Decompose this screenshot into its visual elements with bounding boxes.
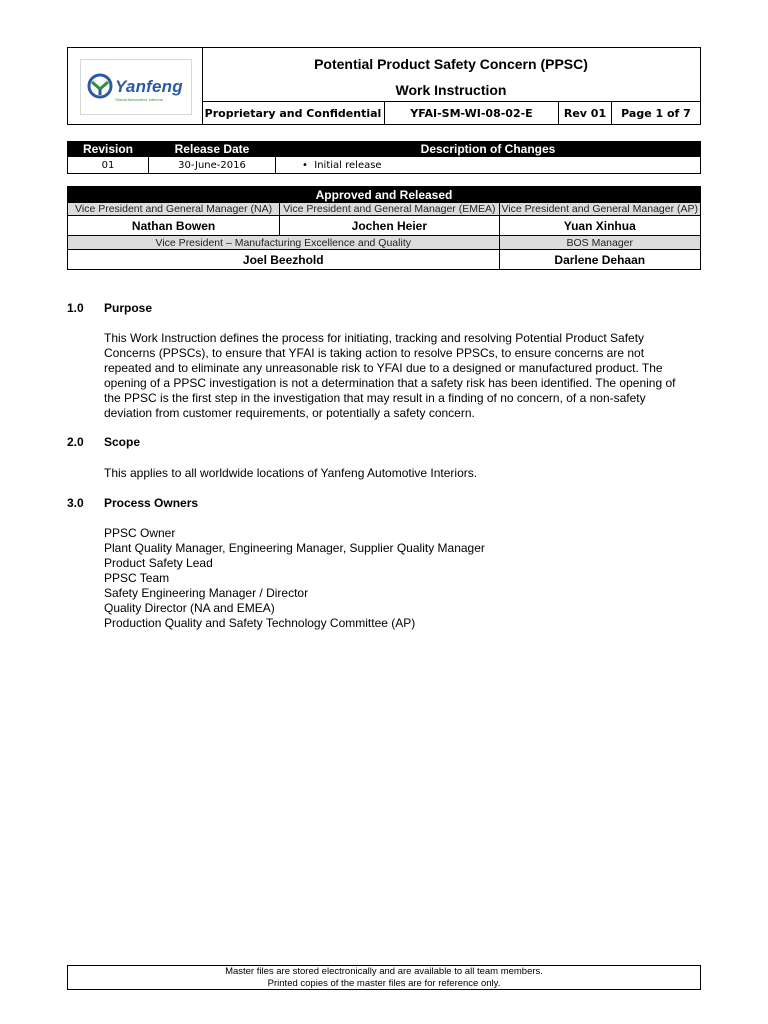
revision-table-header — [68, 142, 701, 157]
page-footer — [67, 965, 701, 990]
process-owners-list — [104, 526, 485, 631]
list-item: Production Quality and Safety Technology Committee (AP) — [104, 616, 416, 630]
section-number: 1.0 — [67, 301, 84, 315]
document-number: YFAI-SM-WI-08-02-E — [385, 102, 559, 125]
description-column-header: Description of Changes — [276, 142, 701, 157]
list-item: Safety Engineering Manager / Director — [104, 586, 309, 600]
document-header — [67, 47, 701, 125]
approver-role-ap: Vice President and General Manager (AP) — [499, 203, 700, 216]
section-title: Purpose — [104, 301, 153, 315]
revision-table — [67, 141, 701, 174]
list-item: PPSC Team — [104, 571, 170, 585]
confidentiality-label: Proprietary and Confidential — [202, 102, 385, 125]
document-subtitle: Work Instruction — [395, 82, 507, 98]
description-text: Initial release — [314, 159, 382, 171]
revision-cell: 01 — [68, 157, 149, 174]
approval-title: Approved and Released — [68, 187, 701, 203]
list-item: Product Safety Lead — [104, 556, 213, 570]
page-number: Page 1 of 7 — [621, 107, 691, 120]
approver-name-na: Nathan Bowen — [68, 216, 280, 236]
section-number: 3.0 — [67, 496, 84, 510]
revision-column-header: Revision — [68, 142, 149, 157]
footer-line-2: Printed copies of the master files are for reference only. — [267, 977, 501, 989]
section-title: Scope — [104, 435, 141, 449]
approver-name-ap: Yuan Xinhua — [499, 216, 700, 236]
revision-label: Rev 01 — [559, 102, 612, 125]
list-item: PPSC Owner — [104, 526, 176, 540]
table-row — [68, 157, 701, 174]
logo-wordmark: Yanfeng — [115, 77, 183, 96]
yanfeng-logo-icon — [87, 73, 113, 99]
purpose-paragraph: This Work Instruction defines the process for initiating, tracking and resolving Potential Product Safety Concerns (PPSCs), to ensure that YFAI is taking action to resolve PPSCs, to ensure concerns are not repeated and to eliminate any unreasonable risk to YFAI due to a designed or manufactured product. The opening of a PPSC investigation is not a determination that a safety risk has been identified. The opening of the PPSC is the first step in the investigation that may result in a finding of no concern, of a non-safety deviation from customer requirements, or potentially a safety concern. — [104, 331, 676, 420]
logo-cell — [68, 48, 203, 124]
approver-name-emea: Jochen Heier — [280, 216, 499, 236]
list-item: Plant Quality Manager, Engineering Manager, Supplier Quality Manager — [104, 541, 485, 555]
list-item: Quality Director (NA and EMEA) — [104, 601, 275, 615]
approver-name-quality: Joel Beezhold — [68, 250, 500, 270]
company-logo — [80, 59, 192, 115]
section-title: Process Owners — [104, 496, 199, 510]
approver-role-quality: Vice President – Manufacturing Excellence and Quality — [68, 236, 500, 250]
logo-tagline: Global Automotive Interiors — [115, 97, 164, 102]
bullet-icon: • — [302, 159, 315, 171]
document-title: Potential Product Safety Concern (PPSC) — [314, 56, 588, 72]
scope-paragraph: This applies to all worldwide locations of Yanfeng Automotive Interiors. — [104, 466, 478, 480]
document-meta-row — [202, 101, 700, 125]
approver-role-na: Vice President and General Manager (NA) — [68, 203, 280, 216]
approval-table — [67, 186, 701, 270]
approver-name-bos: Darlene Dehaan — [499, 250, 700, 270]
approver-role-bos: BOS Manager — [499, 236, 700, 250]
description-cell — [276, 157, 701, 174]
section-number: 2.0 — [67, 435, 84, 449]
release-date-cell: 30-June-2016 — [149, 157, 276, 174]
release-date-column-header: Release Date — [149, 142, 276, 157]
footer-line-1: Master files are stored electronically and are available to all team members. — [225, 966, 543, 977]
approver-role-emea: Vice President and General Manager (EMEA) — [280, 203, 499, 216]
